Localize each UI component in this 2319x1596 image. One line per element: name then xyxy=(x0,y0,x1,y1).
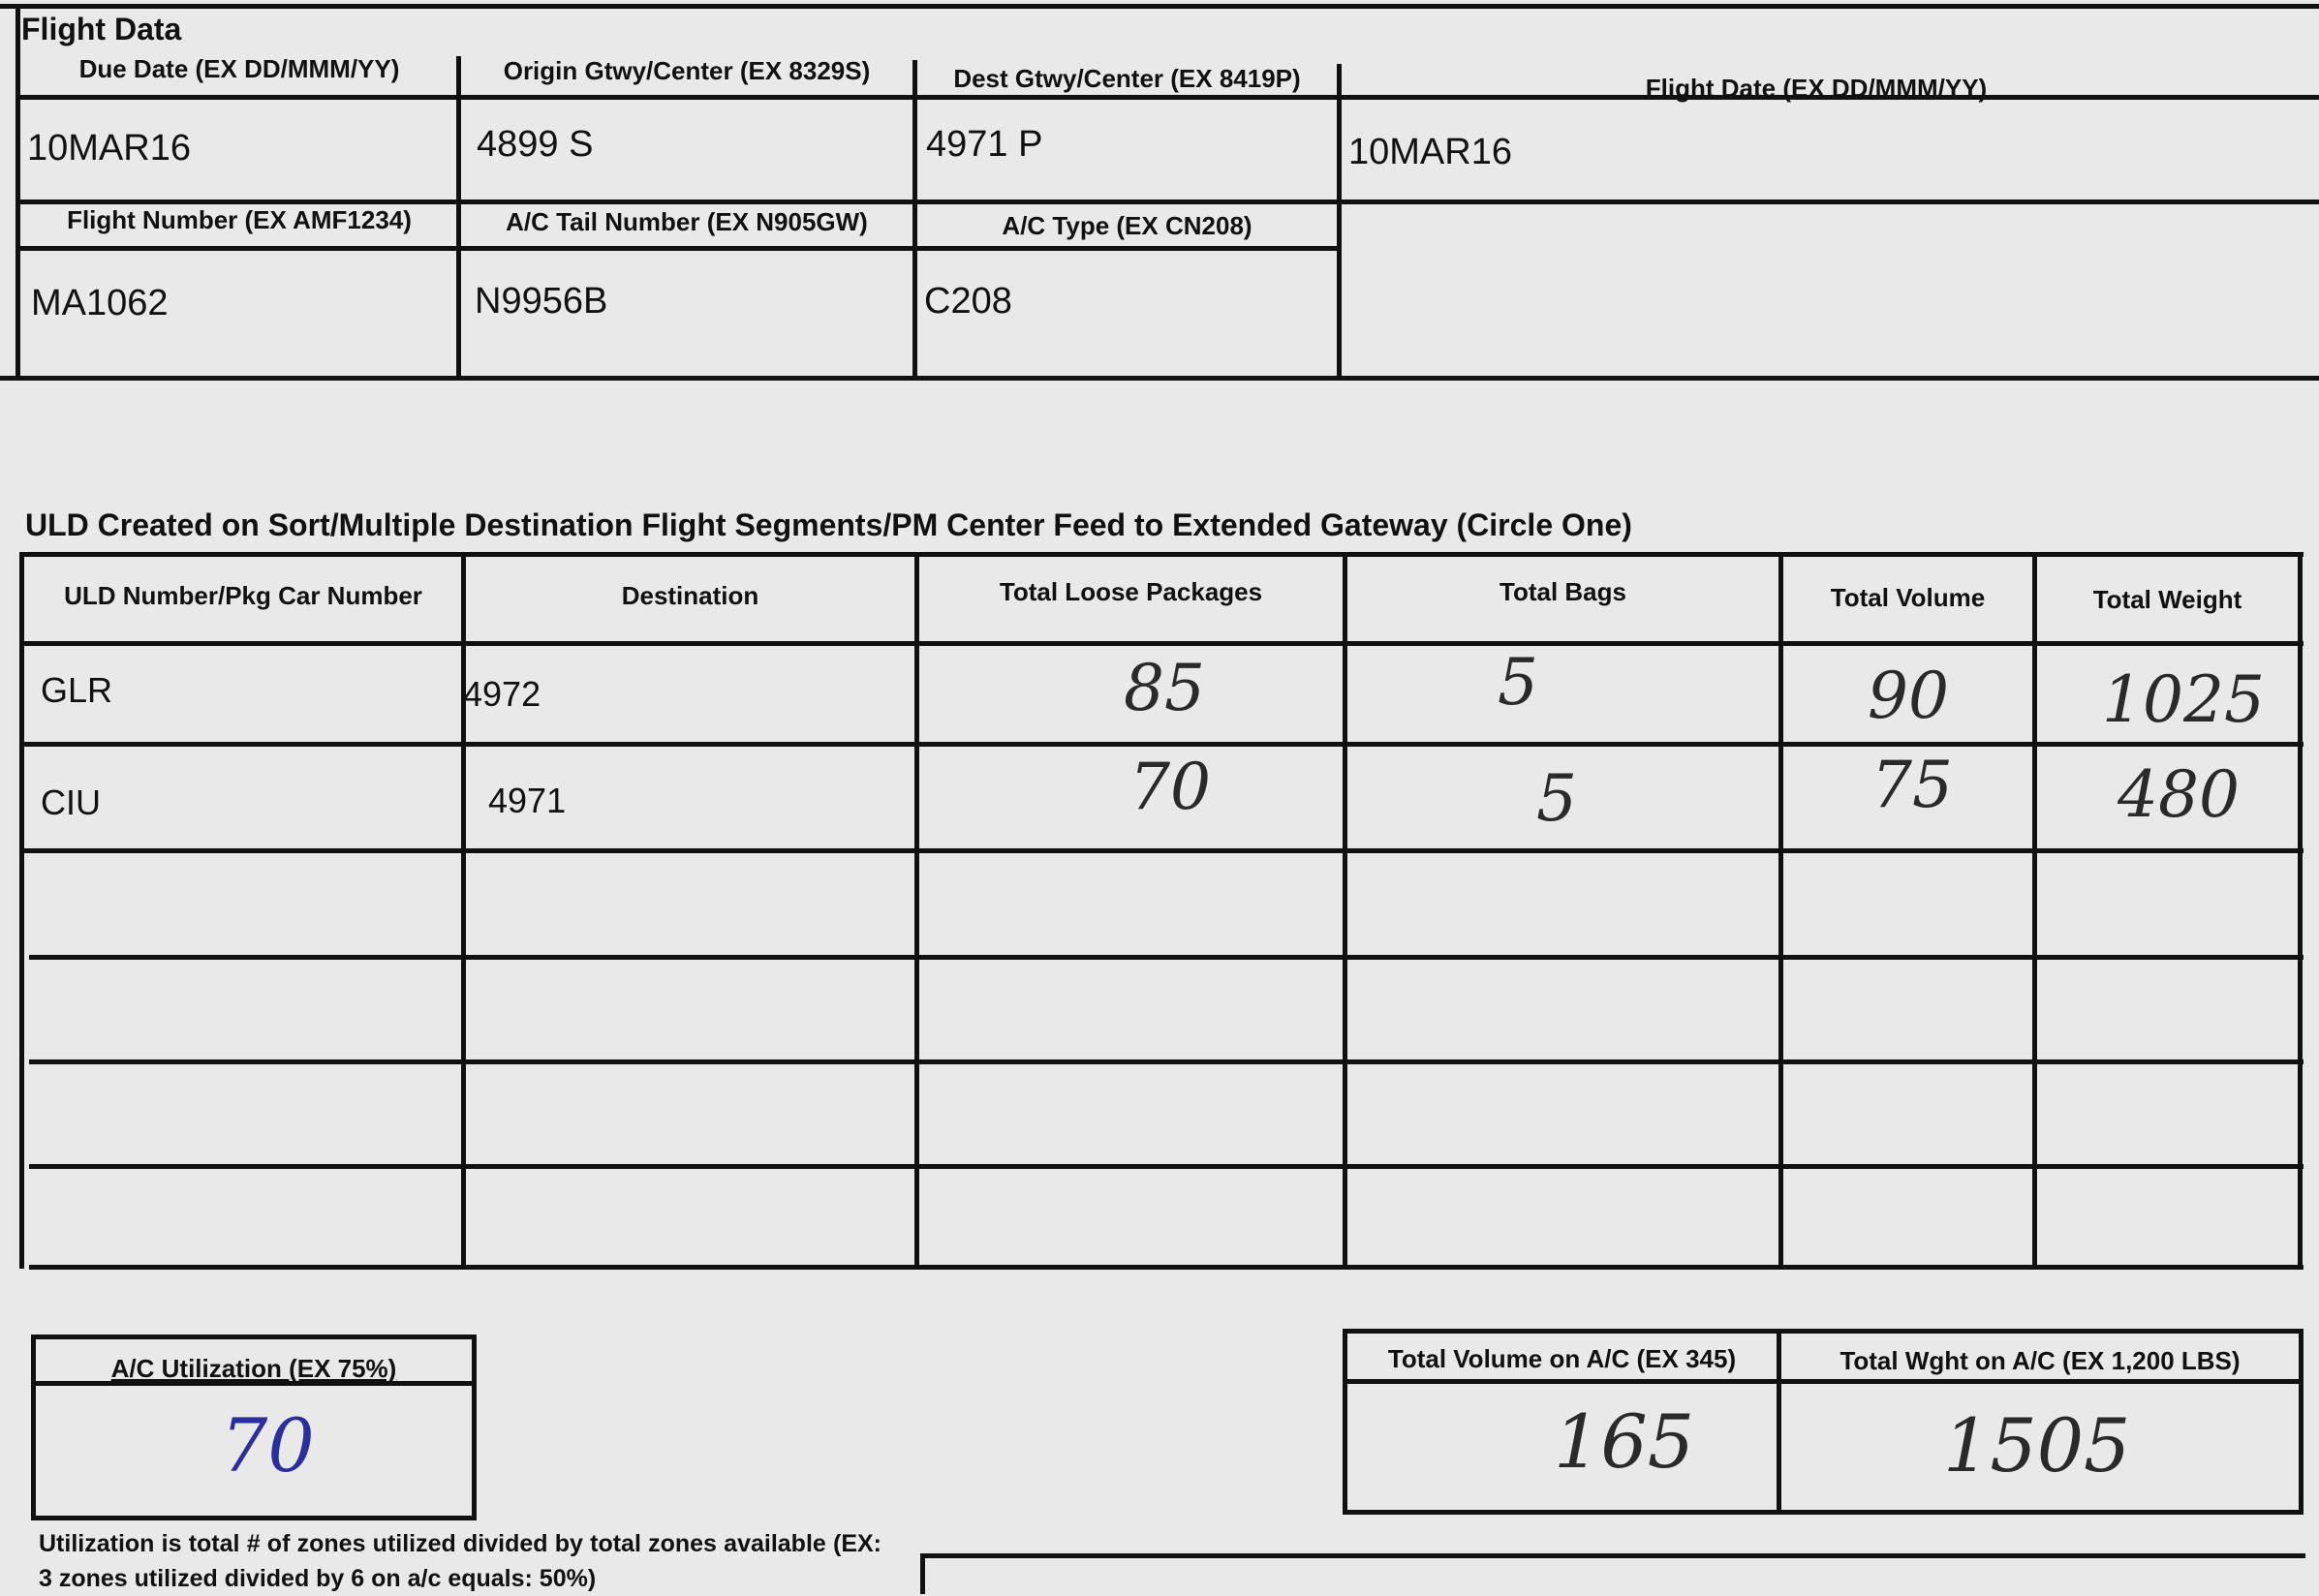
flight-bottom-line xyxy=(0,376,2319,381)
flight-date-header: Flight Date (EX DD/MMM/YY) xyxy=(1645,74,1988,103)
uld-bottom-line xyxy=(29,1265,2304,1270)
ac-type-header: A/C Type (EX CN208) xyxy=(1002,211,1252,240)
origin-header: Origin Gtwy/Center (EX 8329S) xyxy=(503,56,871,85)
table-row-2-volume: 75 xyxy=(1871,748,1953,822)
table-row-2-bags: 5 xyxy=(1536,761,1577,836)
due-date-value: 10MAR16 xyxy=(27,128,191,169)
uld-top-line xyxy=(19,552,2304,557)
table-row-1-destination: 4972 xyxy=(463,674,541,714)
uld-row4-line xyxy=(29,1059,2304,1064)
uld-col-header-loose-packages: Total Loose Packages xyxy=(999,577,1263,606)
table-row-1-weight: 1025 xyxy=(2102,662,2265,737)
uld-header-line xyxy=(19,641,2304,646)
uld-col2-line xyxy=(914,552,919,1269)
uld-row1-line xyxy=(19,742,2304,747)
origin-value: 4899 S xyxy=(477,124,594,165)
uld-col4-line xyxy=(1778,552,1783,1269)
table-row-2-weight: 480 xyxy=(2118,757,2240,832)
uld-row5-line xyxy=(29,1164,2304,1169)
table-row-1-loose-packages: 85 xyxy=(1124,651,1205,725)
uld-row2-line xyxy=(19,848,2304,853)
flight-number-value: MA1062 xyxy=(31,283,169,323)
table-row-1-bags: 5 xyxy=(1498,645,1538,720)
tail-number-header: A/C Tail Number (EX N905GW) xyxy=(506,207,868,236)
dest-header: Dest Gtwy/Center (EX 8419P) xyxy=(953,64,1301,93)
due-date-header: Due Date (EX DD/MMM/YY) xyxy=(78,54,400,83)
uld-section-title: ULD Created on Sort/Multiple Destination Flight Segments/PM Center Feed to Extended Gateway (Circle One) xyxy=(25,507,1632,542)
total-volume-header: Total Volume on A/C (EX 345) xyxy=(1387,1344,1737,1373)
uld-col-header-weight: Total Weight xyxy=(2092,585,2242,614)
flight-row1-bottom-line xyxy=(17,200,2319,204)
tail-number-value: N9956B xyxy=(475,281,608,322)
bottom-box-top-line xyxy=(920,1553,2305,1558)
flight-data-title: Flight Data xyxy=(21,12,182,46)
table-row-2-uld: CIU xyxy=(41,783,101,822)
uld-col6-line xyxy=(2298,552,2303,1269)
utilization-value: 70 xyxy=(221,1402,315,1489)
uld-col-header-destination: Destination xyxy=(621,581,759,610)
uld-col3-line xyxy=(1343,552,1347,1269)
uld-col-header-volume: Total Volume xyxy=(1830,583,1986,612)
total-volume-value: 165 xyxy=(1554,1398,1695,1485)
flight-date-value: 10MAR16 xyxy=(1348,132,1512,172)
flight-col4-line xyxy=(1337,64,1342,378)
utilization-header: A/C Utilization (EX 75%) xyxy=(110,1354,397,1383)
uld-col5-line xyxy=(2032,552,2037,1269)
bottom-box-left-line xyxy=(920,1553,925,1594)
table-row-1-uld: GLR xyxy=(41,670,113,710)
totals-header-line xyxy=(1343,1379,2304,1384)
flight-row2-header-line xyxy=(17,246,1340,251)
utilization-note: Utilization is total # of zones utilized divided by total zones available (EX: 3 zones utilized divided by 6 on a/c equals: 50%) xyxy=(39,1530,881,1592)
uld-col-header-bags: Total Bags xyxy=(1500,577,1626,606)
total-weight-value: 1505 xyxy=(1943,1402,2131,1489)
table-row-2-loose-packages: 70 xyxy=(1129,750,1211,824)
uld-col1-line xyxy=(461,552,466,1269)
flight-top-line xyxy=(0,4,2319,9)
table-row-2-destination: 4971 xyxy=(488,781,567,820)
ac-type-value: C208 xyxy=(924,281,1012,322)
uld-col0-line xyxy=(19,552,24,1269)
uld-col-header-uld-number: ULD Number/Pkg Car Number xyxy=(64,581,422,610)
total-weight-header: Total Wght on A/C (EX 1,200 LBS) xyxy=(1840,1346,2241,1375)
flight-left-line xyxy=(15,6,20,380)
flight-number-header: Flight Number (EX AMF1234) xyxy=(67,205,412,234)
table-row-1-volume: 90 xyxy=(1868,659,1949,733)
uld-row3-line xyxy=(29,955,2304,960)
dest-value: 4971 P xyxy=(926,124,1043,165)
